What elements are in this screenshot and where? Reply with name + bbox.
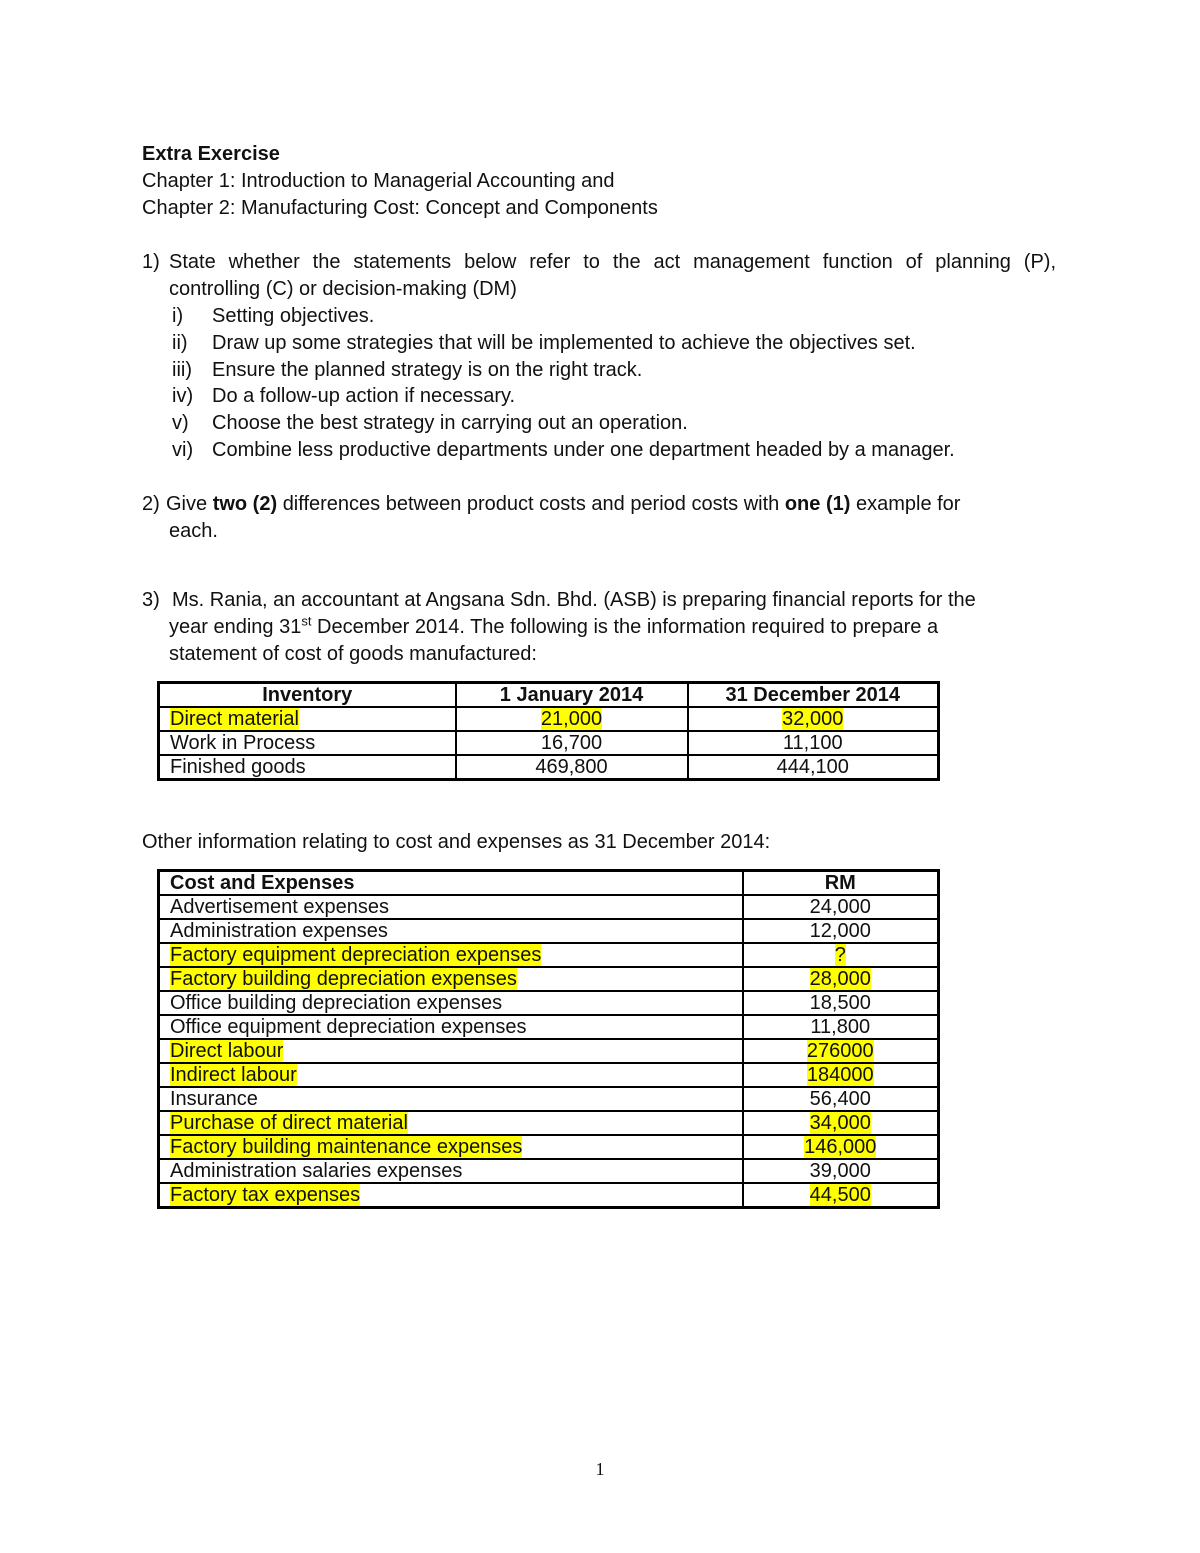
table-row	[159, 731, 939, 755]
inventory-row-dec: 32,000	[782, 708, 844, 730]
document-title: Extra Exercise	[142, 143, 280, 165]
q2-text-part: differences between product costs and period costs with	[282, 493, 780, 515]
q3-text-line1: Ms. Rania, an accountant at Angsana Sdn. Bhd. (ASB) is preparing financial reports for the	[172, 589, 976, 611]
q2-text-line2: each.	[169, 520, 218, 542]
cost-row-value: 18,500	[809, 992, 871, 1014]
table-row	[159, 1039, 939, 1063]
inventory-header-label: Inventory	[159, 683, 456, 708]
inventory-row-label: Work in Process	[170, 732, 316, 754]
q2-bold-count: one (1)	[784, 493, 851, 515]
q1-item-text: Combine less productive departments under one department headed by a manager.	[212, 439, 955, 461]
cost-row-value: 44,500	[809, 1184, 871, 1206]
inventory-row-label: Direct material	[170, 708, 299, 730]
table-row	[159, 919, 939, 943]
q3-text-part: December 2014. The following is the information required to prepare a	[317, 616, 939, 638]
cost-row-value: 11,800	[810, 1016, 871, 1038]
other-info-text: Other information relating to cost and expenses as 31 December 2014:	[142, 831, 771, 853]
cost-row-label: Purchase of direct material	[170, 1112, 408, 1134]
page-number: 1	[595, 1459, 605, 1479]
cost-row-value: 184000	[806, 1064, 874, 1086]
q3-text-line3: statement of cost of goods manufactured:	[169, 643, 537, 665]
cost-row-label: Office building depreciation expenses	[170, 992, 503, 1014]
inventory-row-label: Finished goods	[170, 756, 306, 778]
q3-number: 3)	[142, 589, 160, 611]
table-row	[159, 991, 939, 1015]
q1-item-text: Setting objectives.	[212, 305, 375, 327]
inventory-row-dec: 11,100	[782, 732, 843, 754]
chapter-1-line: Chapter 1: Introduction to Managerial Accounting and	[142, 170, 615, 192]
inventory-row-dec: 444,100	[776, 756, 849, 778]
cost-row-label: Indirect labour	[170, 1064, 297, 1086]
q3-text-line2	[169, 614, 938, 640]
q1-item-roman: i)	[172, 305, 184, 327]
q1-item-text: Choose the best strategy in carrying out an operation.	[212, 412, 688, 434]
cost-row-value: 56,400	[809, 1088, 871, 1110]
table-row	[159, 1111, 939, 1135]
cost-header-label: Cost and Expenses	[159, 871, 743, 896]
table-header-row	[159, 871, 939, 896]
q1-item-roman: v)	[172, 412, 189, 434]
table-row	[159, 707, 939, 731]
inventory-header-jan: 1 January 2014	[456, 683, 688, 708]
cost-header-rm: RM	[743, 871, 939, 896]
table-header-row	[159, 683, 939, 708]
table-row	[159, 1159, 939, 1183]
cost-row-value: 12,000	[809, 920, 871, 942]
table-row	[159, 967, 939, 991]
q1-text-line1: State whether the statements below refer to the act management function of planning (P),	[169, 251, 1056, 273]
cost-row-value: ?	[834, 944, 846, 966]
table-row	[159, 943, 939, 967]
table-row	[159, 1183, 939, 1208]
cost-row-label: Advertisement expenses	[170, 896, 390, 918]
cost-row-value: 34,000	[809, 1112, 871, 1134]
q2-bold-count: two (2)	[212, 493, 278, 515]
cost-row-value: 276000	[806, 1040, 874, 1062]
cost-row-label: Insurance	[170, 1088, 258, 1110]
q3-text-part: year ending 31	[169, 616, 302, 638]
cost-row-value: 39,000	[809, 1160, 871, 1182]
cost-row-label: Factory building maintenance expenses	[170, 1136, 523, 1158]
q1-item-roman: vi)	[172, 439, 194, 461]
table-row	[159, 1015, 939, 1039]
cost-row-value: 24,000	[809, 896, 871, 918]
cost-expenses-table	[157, 869, 940, 1209]
q2-text-line1	[166, 491, 960, 517]
cost-row-label: Office equipment depreciation expenses	[170, 1016, 527, 1038]
cost-row-label: Factory tax expenses	[170, 1184, 361, 1206]
inventory-row-jan: 16,700	[540, 732, 603, 754]
table-row	[159, 1087, 939, 1111]
cost-row-label: Direct labour	[170, 1040, 284, 1062]
cost-row-label: Factory equipment depreciation expenses	[170, 944, 542, 966]
q1-number: 1)	[142, 251, 160, 273]
q3-superscript: st	[301, 613, 312, 629]
cost-row-label: Factory building depreciation expenses	[170, 968, 517, 990]
cost-row-value: 28,000	[809, 968, 871, 990]
chapter-2-line: Chapter 2: Manufacturing Cost: Concept and Components	[142, 197, 658, 219]
inventory-header-dec: 31 December 2014	[688, 683, 939, 708]
q1-item-roman: iv)	[172, 385, 194, 407]
q1-item-roman: ii)	[172, 332, 188, 354]
q2-number: 2)	[142, 493, 160, 515]
table-row	[159, 895, 939, 919]
table-row	[159, 755, 939, 780]
inventory-table	[157, 681, 940, 781]
inventory-row-jan: 469,800	[535, 756, 608, 778]
table-row	[159, 1063, 939, 1087]
table-row	[159, 1135, 939, 1159]
cost-row-label: Administration expenses	[170, 920, 388, 942]
cost-row-label: Administration salaries expenses	[170, 1160, 463, 1182]
q1-item-text: Do a follow-up action if necessary.	[212, 385, 516, 407]
q1-item-text: Draw up some strategies that will be implemented to achieve the objectives set.	[212, 332, 916, 354]
inventory-row-jan: 21,000	[540, 708, 603, 730]
q1-item-roman: iii)	[172, 359, 192, 381]
cost-row-value: 146,000	[804, 1136, 877, 1158]
q1-item-text: Ensure the planned strategy is on the right track.	[212, 359, 643, 381]
q2-text-part: example for	[855, 493, 961, 515]
q2-text-part: Give	[166, 493, 208, 515]
q1-text-line2: controlling (C) or decision-making (DM)	[169, 278, 517, 300]
